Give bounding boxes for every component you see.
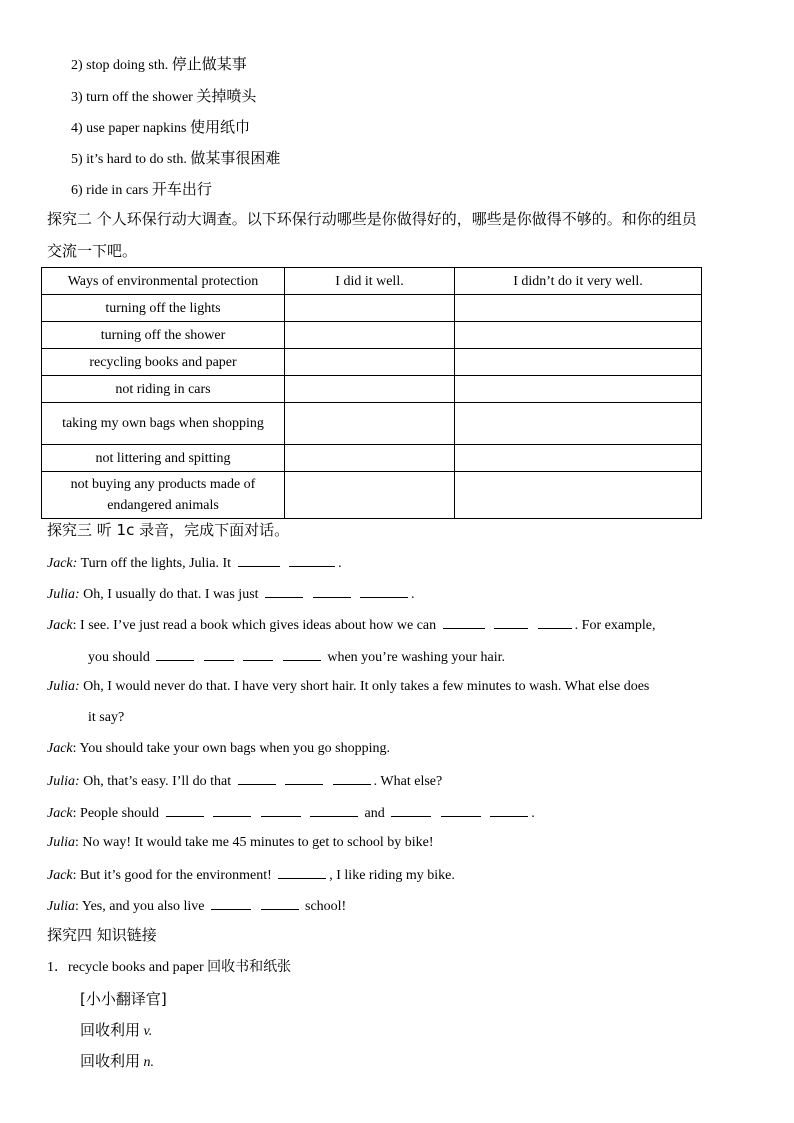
phrase-item	[71, 179, 212, 201]
answer-blank[interactable]	[313, 583, 351, 598]
section-3-heading: 探究三 听 1c 录音，完成下面对话。	[47, 521, 290, 539]
dialogue-line	[88, 646, 505, 668]
dialogue-text: it say?	[88, 710, 125, 725]
translator-heading: [小小翻译官]	[80, 990, 167, 1008]
answer-blank[interactable]	[213, 802, 251, 817]
did-well-cell[interactable]	[285, 295, 455, 322]
section-2-heading: 探究二 个人环保行动大调查。以下环保行动哪些是你做得好的，哪些是你做得不够的。和你的组员	[47, 210, 697, 228]
speaker-name: Julia	[47, 835, 75, 850]
action-cell: not littering and spitting	[42, 445, 285, 472]
table-row	[42, 403, 702, 445]
speaker-name: Jack:	[47, 556, 78, 571]
dialogue-text: . What else?	[373, 774, 443, 789]
dialogue-text: .	[531, 806, 535, 821]
action-cell: turning off the lights	[42, 295, 285, 322]
dialogue-text: : No way! It would take me 45 minutes to get to school by bike!	[75, 835, 434, 850]
answer-blank[interactable]	[333, 770, 371, 785]
answer-blank[interactable]	[261, 802, 301, 817]
dialogue-line	[47, 864, 455, 886]
survey-table	[41, 267, 702, 519]
answer-blank[interactable]	[238, 770, 276, 785]
table-header-row	[42, 268, 702, 295]
did-not-well-cell[interactable]	[455, 472, 702, 519]
section-2-heading-cont: 交流一下吧。	[47, 242, 138, 260]
dialogue-text: .	[411, 587, 415, 602]
table-row	[42, 295, 702, 322]
speaker-name: Julia	[47, 899, 75, 914]
dialogue-text: : You should take your own bags when you go shopping.	[72, 741, 390, 756]
answer-blank[interactable]	[310, 802, 358, 817]
action-cell: turning off the shower	[42, 322, 285, 349]
dialogue-line	[47, 614, 656, 636]
dialogue-line	[47, 677, 649, 697]
translation-chinese: 回收利用	[80, 1052, 141, 1070]
answer-blank[interactable]	[443, 614, 485, 629]
answer-blank[interactable]	[490, 802, 528, 817]
answer-blank[interactable]	[243, 646, 273, 661]
speaker-name: Jack	[47, 618, 73, 633]
answer-blank[interactable]	[278, 864, 326, 879]
dialogue-text: and	[364, 806, 385, 821]
answer-blank[interactable]	[538, 614, 572, 629]
dialogue-line	[47, 833, 434, 853]
did-not-well-cell[interactable]	[455, 295, 702, 322]
phrase-item	[71, 54, 247, 76]
answer-blank[interactable]	[494, 614, 528, 629]
dialogue-line	[47, 552, 342, 574]
speaker-name: Jack	[47, 741, 73, 756]
table-row	[42, 445, 702, 472]
dialogue-line	[47, 583, 415, 605]
dialogue-line	[47, 895, 346, 917]
answer-blank[interactable]	[166, 802, 204, 817]
speaker-name: Julia:	[47, 679, 80, 694]
part-of-speech: n.	[143, 1055, 155, 1070]
did-well-cell[interactable]	[285, 349, 455, 376]
dialogue-text: , I like riding my bike.	[329, 868, 455, 883]
table-row	[42, 349, 702, 376]
translation-prompt	[80, 1051, 154, 1073]
answer-blank[interactable]	[283, 646, 321, 661]
answer-blank[interactable]	[238, 552, 280, 567]
phrase-item	[71, 86, 256, 108]
phrase-english: 2) stop doing sth.	[71, 58, 169, 73]
did-well-cell[interactable]	[285, 322, 455, 349]
dialogue-text: Oh, I would never do that. I have very short hair. It only takes a few minutes to wash. What else does	[83, 679, 650, 694]
dialogue-text: : But it’s good for the environment!	[72, 868, 272, 883]
header-ways: Ways of environmental protection	[42, 268, 285, 295]
answer-blank[interactable]	[391, 802, 431, 817]
dialogue-text: : People should	[72, 806, 159, 821]
did-not-well-cell[interactable]	[455, 403, 702, 445]
action-cell: recycling books and paper	[42, 349, 285, 376]
did-well-cell[interactable]	[285, 472, 455, 519]
phrase-chinese: 关掉喷头	[196, 87, 257, 105]
dialogue-line	[47, 802, 535, 824]
table-row	[42, 322, 702, 349]
part-of-speech: v.	[143, 1024, 153, 1039]
phrase-english: 3) turn off the shower	[71, 90, 193, 105]
dialogue-line	[47, 770, 442, 792]
answer-blank[interactable]	[265, 583, 303, 598]
action-cell: taking my own bags when shopping	[42, 403, 285, 445]
dialogue-text: you should	[88, 650, 150, 665]
dialogue-text: : Yes, and you also live	[75, 899, 205, 914]
action-cell: not riding in cars	[42, 376, 285, 403]
section-4-heading: 探究四 知识链接	[47, 926, 157, 944]
phrase-english: 5) it’s hard to do sth.	[71, 152, 187, 167]
header-did-not-well: I didn’t do it very well.	[455, 268, 702, 295]
did-well-cell[interactable]	[285, 376, 455, 403]
phrase-chinese: 停止做某事	[171, 55, 247, 73]
speaker-name: Julia:	[47, 587, 80, 602]
did-not-well-cell[interactable]	[455, 349, 702, 376]
translation-chinese: 回收利用	[80, 1021, 141, 1039]
dialogue-text: Turn off the lights, Julia. It	[80, 556, 232, 571]
dialogue-text: .	[338, 556, 342, 571]
dialogue-text: . For example,	[574, 618, 656, 633]
did-not-well-cell[interactable]	[455, 376, 702, 403]
phrase-english: 4) use paper napkins	[71, 121, 187, 136]
answer-blank[interactable]	[441, 802, 481, 817]
dialogue-line	[47, 739, 390, 759]
speaker-name: Jack	[47, 868, 73, 883]
phrase-item	[71, 117, 250, 139]
did-well-cell[interactable]	[285, 445, 455, 472]
answer-blank[interactable]	[285, 770, 323, 785]
table-row	[42, 472, 702, 519]
dialogue-text: Oh, I usually do that. I was just	[83, 587, 259, 602]
table-row	[42, 376, 702, 403]
dialogue-text: Oh, that’s easy. I’ll do that	[83, 774, 232, 789]
dialogue-line	[88, 708, 124, 728]
speaker-name: Julia:	[47, 774, 80, 789]
phrase-chinese: 做某事很困难	[190, 149, 281, 167]
dialogue-text: : I see. I’ve just read a book which gives ideas about how we can	[72, 618, 437, 633]
phrase-chinese: 使用纸巾	[189, 118, 250, 136]
header-did-well: I did it well.	[285, 268, 455, 295]
dialogue-text: when you’re washing your hair.	[327, 650, 506, 665]
answer-blank[interactable]	[289, 552, 335, 567]
phrase-item	[71, 148, 280, 170]
translation-prompt	[80, 1020, 152, 1042]
speaker-name: Jack	[47, 806, 73, 821]
knowledge-item: 1．recycle books and paper 回收书和纸张	[47, 960, 292, 975]
dialogue-text: school!	[305, 899, 347, 914]
phrase-english: 6) ride in cars	[71, 183, 149, 198]
answer-blank[interactable]	[211, 895, 251, 910]
did-not-well-cell[interactable]	[455, 322, 702, 349]
answer-blank[interactable]	[156, 646, 194, 661]
did-not-well-cell[interactable]	[455, 445, 702, 472]
phrase-chinese: 开车出行	[151, 180, 212, 198]
action-cell: not buying any products made of endangered animals	[42, 472, 285, 519]
did-well-cell[interactable]	[285, 403, 455, 445]
answer-blank[interactable]	[261, 895, 299, 910]
answer-blank[interactable]	[360, 583, 408, 598]
answer-blank[interactable]	[204, 646, 234, 661]
